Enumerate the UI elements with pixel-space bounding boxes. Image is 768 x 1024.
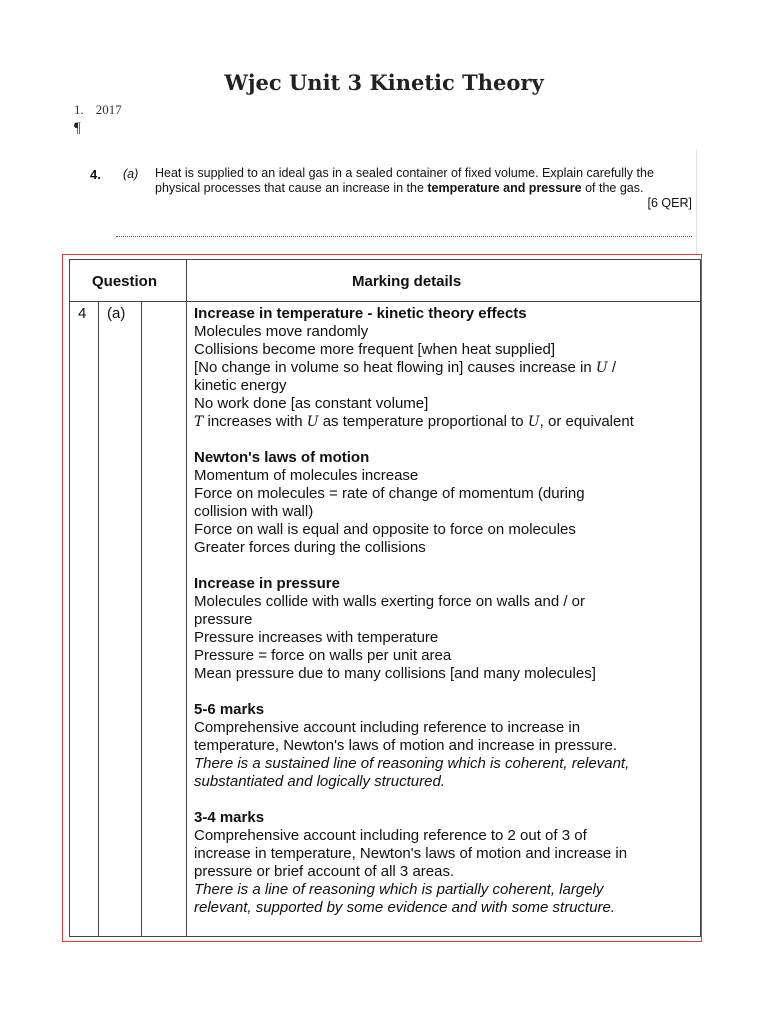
section-heading: 5-6 marks	[194, 701, 265, 718]
header-marking-details: Marking details	[352, 273, 462, 290]
row-question-number: 4	[78, 305, 87, 322]
question-marks: [6 QER]	[647, 196, 692, 210]
answer-dotted-line	[116, 236, 692, 237]
header-question: Question	[92, 273, 158, 290]
question-part: (a)	[123, 167, 139, 181]
row-question-part: (a)	[107, 305, 126, 322]
mark-scheme-table	[69, 259, 701, 937]
marking-details: Increase in temperature - kinetic theory effects Molecules move randomly Collisions become more frequent [when heat supplied] [No change in volume so heat flowing in] causes increase in U / kinetic energy No work done [as constant volume] T increases with U as temperature proportional to U, or equivalent Newton's laws of motion Momentum of molecules increase Force on molecules = rate of change of momentum (during collision with wall) Force on wall is equal and opposite to force on molecules Greater forces during the collisions Increase in pressure Molecules collide with walls exerting force on walls and / or pressure Pressure increases with temperature Pressure = force on walls per unit area Mean pressure due to many collisions [and many molecules] 5-6 marks Comprehensive account including reference to increase in temperature, Newton's laws of motion and increase in pressure. There is a sustained line of reasoning which is coherent, relevant, substantiated and logically structured. 3-4 marks Comprehensive account including reference to 2 out of 3 of increase in temperature, Newton's laws of motion and increase in pressure or brief account of all 3 areas. There is a line of reasoning which is partially coherent, largely relevant, supported by some evidence and with some structure.	[194, 305, 694, 917]
table-column-divider	[98, 301, 99, 936]
table-header-divider	[70, 301, 700, 302]
section-heading: 3-4 marks	[194, 809, 265, 826]
pilcrow-mark: ¶	[74, 120, 81, 136]
table-column-divider	[186, 260, 187, 936]
list-text: 2017	[95, 102, 122, 117]
section-heading: Increase in temperature - kinetic theory effects	[194, 305, 527, 322]
section-heading: Increase in pressure	[194, 575, 340, 592]
table-column-divider	[141, 301, 142, 936]
question-emphasis: temperature and pressure	[427, 181, 582, 195]
question-text	[155, 166, 700, 196]
question-number: 4.	[90, 167, 101, 182]
section-heading: Newton's laws of motion	[194, 449, 370, 466]
list-item	[74, 102, 122, 118]
question-image	[72, 150, 697, 256]
question-line-1: Heat is supplied to an ideal gas in a sealed container of fixed volume. Explain carefully the	[155, 166, 654, 180]
list-number: 1.	[74, 102, 84, 117]
page-title: Wjec Unit 3 Kinetic Theory	[224, 70, 544, 95]
question-line-2: physical processes that cause an increase in the temperature and pressure of the gas.	[155, 181, 644, 195]
